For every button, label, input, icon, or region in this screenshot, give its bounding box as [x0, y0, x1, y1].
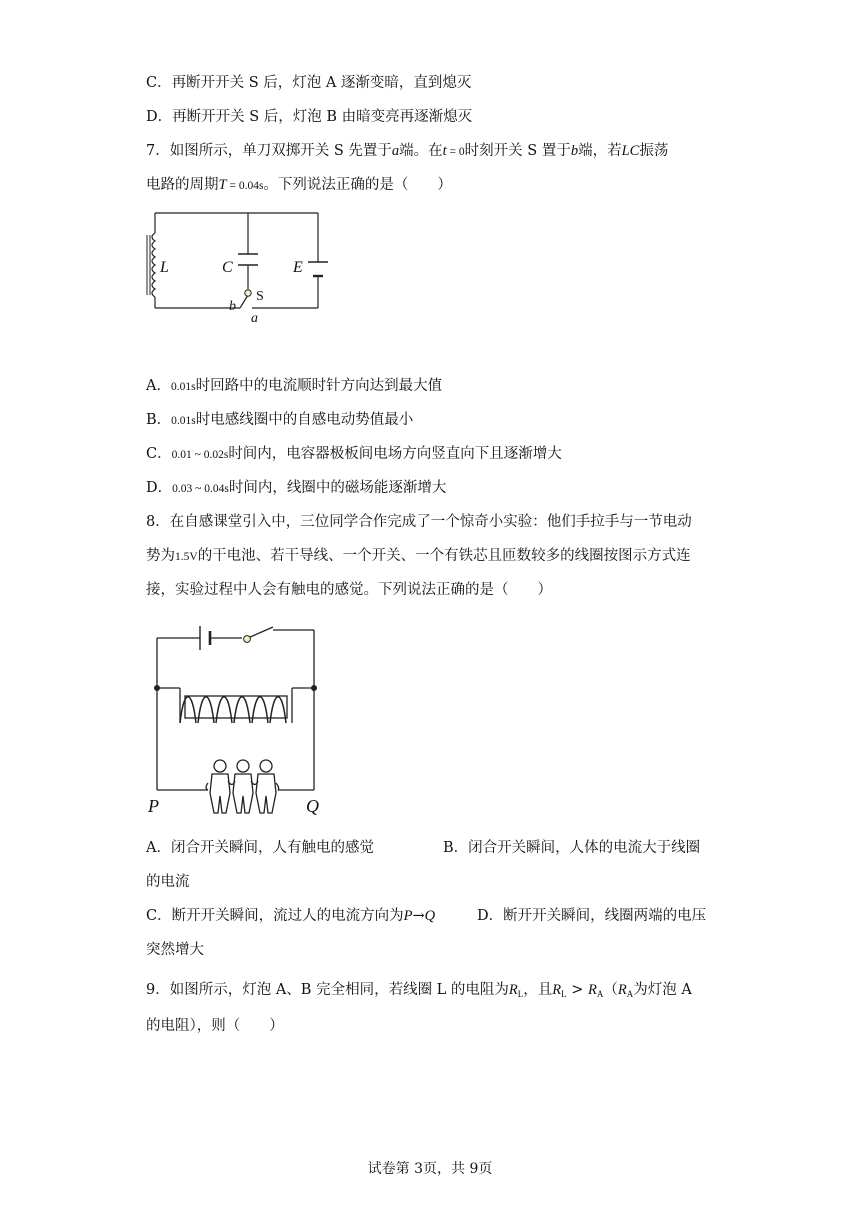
q8-option-d-continued: 突然增大	[146, 942, 204, 958]
q8-option-a: A．闭合开关瞬间，人有触电的感觉	[146, 840, 374, 856]
label-L: L	[160, 259, 169, 276]
q7-stem-line1: 7．如图所示，单刀双掷开关 S 先置于a端。在t = 0时刻开关 S 置于b端，若LC振荡	[146, 143, 669, 159]
q9-stem-line1: 9．如图所示，灯泡 A、B 完全相同，若线圈 L 的电阻为$R_L$，且$R_L > R_A(R_A$为灯泡 A	[146, 982, 692, 999]
junction-left	[154, 685, 160, 691]
three-people-icon	[206, 760, 279, 813]
page-footer: 试卷第 3页，共 9页	[367, 1161, 493, 1177]
lc-circuit-diagram	[140, 205, 340, 330]
switch-contact	[244, 636, 251, 643]
junction-right	[311, 685, 317, 691]
label-b: b	[229, 299, 236, 314]
coil-windings	[180, 697, 286, 723]
inductor-coil	[152, 233, 155, 297]
q8-option-b: B．闭合开关瞬间，人体的电流大于线圈	[443, 840, 701, 856]
q8-option-d: D．断开开关瞬间，线圈两端的电压	[477, 908, 707, 924]
q8-option-c: C．断开开关瞬间，流过人的电流方向为P→Q	[146, 908, 436, 924]
q6-option-d: D．再断开开关 S 后，灯泡 B 由暗变亮再逐渐熄灭	[146, 109, 473, 125]
q7-option-d: D．0.03 ~ 0.04s时间内，线圈中的磁场能逐渐增大	[146, 480, 447, 496]
q6-option-c: C．再断开开关 S 后，灯泡 A 逐渐变暗，直到熄灭	[146, 75, 472, 91]
q8-stem-line2: 势为1.5V的干电池、若干导线、一个开关、一个有铁芯且匝数较多的线圈按图示方式连	[146, 548, 691, 564]
q7-option-b: B．0.01s时电感线圈中的自感电动势值最小	[146, 412, 414, 428]
switch-pivot	[245, 290, 251, 296]
self-induction-experiment-diagram	[140, 618, 340, 823]
q7-stem-line2: 电路的周期T = 0.04s。下列说法正确的是（ ）	[146, 177, 452, 193]
label-S: S	[256, 289, 264, 304]
q8-stem-line1: 8．在自感课堂引入中，三位同学合作完成了一个惊奇小实验：他们手拉手与一节电动	[146, 514, 692, 530]
q8-stem-line3: 接，实验过程中人会有触电的感觉。下列说法正确的是（ ）	[146, 582, 552, 598]
label-a: a	[251, 311, 258, 326]
q7-option-c: C．0.01 ~ 0.02s时间内，电容器极板间电场方向竖直向下且逐渐增大	[146, 446, 562, 462]
label-C: C	[222, 259, 233, 276]
q8-option-b-continued: 的电流	[146, 874, 190, 890]
q9-stem-line2: 的电阻），则（ ）	[146, 1018, 284, 1034]
q7-option-a: A．0.01s时回路中的电流顺时针方向达到最大值	[146, 378, 443, 394]
label-E: E	[293, 259, 303, 276]
label-P: P	[148, 796, 159, 816]
label-Q: Q	[306, 796, 319, 816]
